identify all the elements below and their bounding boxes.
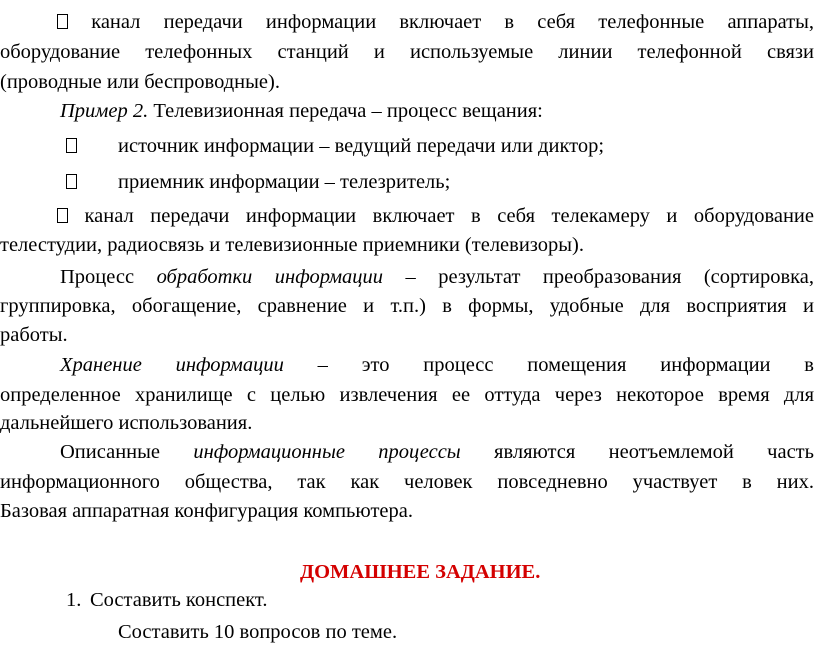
para5-line3: Базовая аппаратная конфигурация компьютера. bbox=[0, 500, 413, 522]
missing-glyph-box-icon bbox=[66, 138, 77, 153]
para2-line2: телестудии, радиосвязь и телевизионные приемники (телевизоры). bbox=[0, 234, 584, 256]
para1-line3: (проводные или беспроводные). bbox=[0, 71, 280, 93]
para3-line2: группировка, обогащение, сравнение и т.п.) в формы, удобные для восприятия и bbox=[0, 295, 814, 317]
example2-heading bbox=[60, 101, 816, 122]
bullet-item-text: приемник информации – телезритель; bbox=[118, 171, 451, 193]
para4-line3: дальнейшего использования. bbox=[0, 412, 253, 434]
para4-line2: определенное хранилище с целью извлечения ее оттуда через некоторое время для bbox=[0, 384, 814, 406]
example2-text: Телевизионная передача – процесс вещания: bbox=[148, 100, 543, 122]
para1-line1: канал передачи информации включает в себя телефонные аппараты, bbox=[57, 12, 814, 33]
para5-line2: информационного общества, так как человек повседневно участвует в них. bbox=[0, 471, 814, 493]
missing-glyph-box-icon bbox=[57, 208, 68, 223]
homework-item-text: Составить конспект. bbox=[90, 589, 268, 611]
term-storage: Хранение информации bbox=[60, 354, 284, 376]
para1-line2: оборудование телефонных станций и используемые линии телефонной связи bbox=[0, 41, 814, 63]
para3-line3: работы. bbox=[0, 324, 68, 346]
term-info-processes: информационные процессы bbox=[193, 441, 461, 463]
bullet-item-text: источник информации – ведущий передачи или диктор; bbox=[118, 135, 605, 157]
term-processing: обработки информации bbox=[156, 266, 384, 288]
homework-item-text: Составить 10 вопросов по теме. bbox=[118, 621, 398, 643]
example2-label: Пример 2. bbox=[60, 100, 149, 122]
para4-line1: Хранение информации – это процесс помещения информации в bbox=[60, 354, 814, 376]
homework-title: ДОМАШНЕЕ ЗАДАНИЕ. bbox=[300, 561, 541, 583]
para2-line1: канал передачи информации включает в себя телекамеру и оборудование bbox=[57, 206, 814, 227]
para5-line1: Описанные информационные процессы являются неотъемлемой часть bbox=[60, 441, 814, 463]
missing-glyph-box-icon bbox=[66, 174, 77, 189]
para3-line1: Процесс обработки информации – результат преобразования (сортировка, bbox=[60, 266, 814, 288]
missing-glyph-box-icon bbox=[57, 14, 68, 29]
homework-item-number: 1. bbox=[66, 589, 82, 611]
